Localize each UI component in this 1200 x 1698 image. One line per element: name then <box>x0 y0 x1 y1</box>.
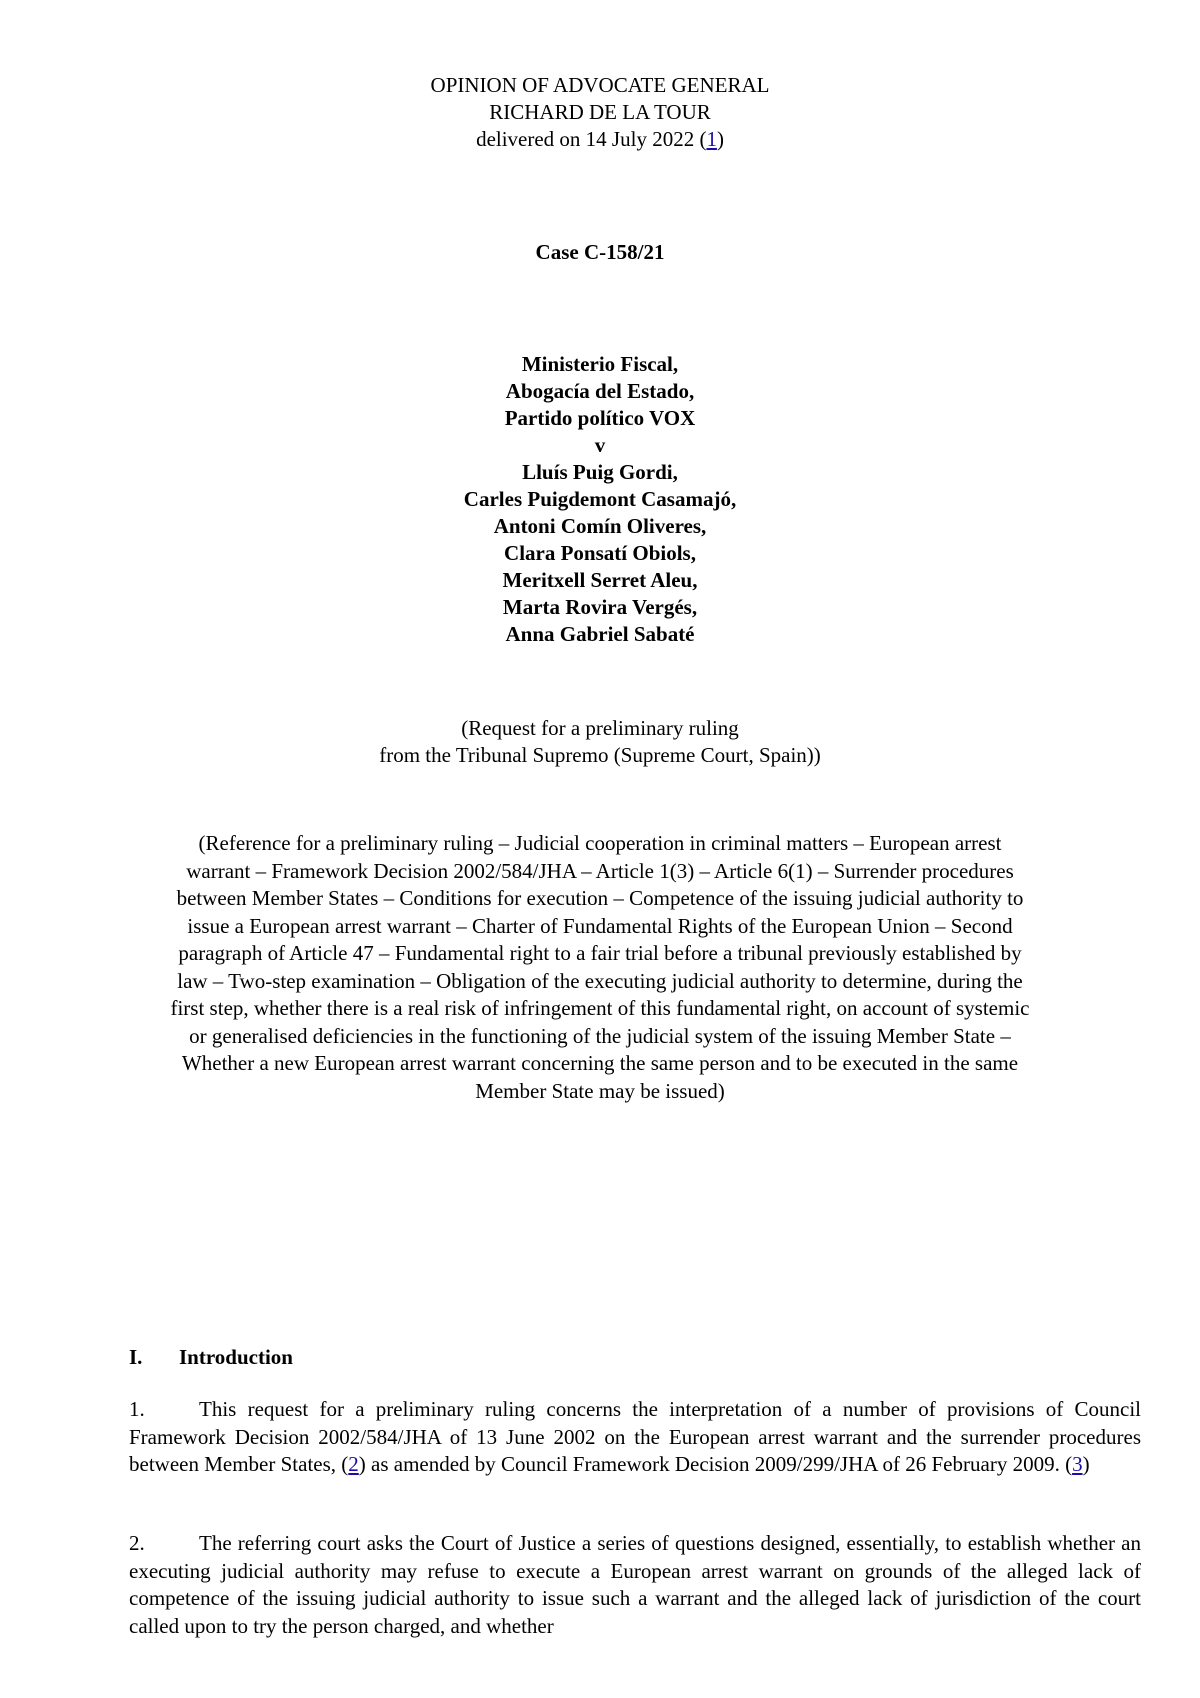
paragraph-2 <box>129 1530 1141 1640</box>
party: Ministerio Fiscal, <box>521 352 679 376</box>
delivery-date-close: ) <box>716 127 724 151</box>
party: Marta Rovira Vergés, <box>502 595 698 619</box>
keywords-line: Member State may be issued) <box>475 1078 725 1103</box>
keywords-line: Whether a new European arrest warrant concerning the same person and to be executed in the same <box>181 1051 1019 1075</box>
paragraph-1 <box>129 1396 1141 1479</box>
keywords-line: between Member States – Conditions for execution – Competence of the issuing judicial authority to <box>176 886 1024 910</box>
keywords-line: (Reference for a preliminary ruling – Judicial cooperation in criminal matters – European arrest <box>198 831 1002 855</box>
request-line: (Request for a preliminary ruling <box>461 716 739 740</box>
section-heading <box>129 1344 293 1371</box>
opinion-header <box>120 72 1080 153</box>
party: Abogacía del Estado, <box>505 379 695 403</box>
party: Antoni Comín Oliveres, <box>493 514 707 538</box>
delivery-date <box>120 126 1080 153</box>
request-description <box>120 715 1080 769</box>
versus-separator: v <box>594 433 606 457</box>
keywords-line: issue a European arrest warrant – Charter of Fundamental Rights of the European Union – Second <box>187 913 1013 938</box>
section-number: I. <box>129 1345 143 1369</box>
parties-list <box>120 351 1080 648</box>
paragraph-text: The referring court asks the Court of Justice a series of questions designed, essentially, to establish whether an executing judicial authority may refuse to execute a European arrest warrant on grounds of the alleged lack of competence of the issuing judicial authority to issue such a warrant and the alleged lack of jurisdiction of the court called upon to try the person charged, and whether <box>129 1531 1141 1638</box>
request-line: from the Tribunal Supremo (Supreme Court, Spain)) <box>379 743 821 767</box>
keywords-summary <box>140 830 1060 1105</box>
delivery-date-text: delivered on 14 July 2022 ( <box>476 127 707 151</box>
advocate-general-name: RICHARD DE LA TOUR <box>489 100 711 124</box>
case-number: Case C-158/21 <box>535 240 665 264</box>
keywords-line: first step, whether there is a real risk of infringement of this fundamental right, on account of systemic <box>170 996 1030 1020</box>
party: Clara Ponsatí Obiols, <box>504 541 696 565</box>
party: Lluís Puig Gordi, <box>522 460 678 484</box>
footnote-link-1[interactable]: 1 <box>706 127 717 151</box>
paragraph-text: This request for a preliminary ruling concerns the interpretation of a number of provisions of Council Framework Decision 2002/584/JHA of 13 June 2002 on the European arrest warrant and the surrender procedures between Member States, ( <box>129 1397 1141 1476</box>
footnote-link-3[interactable]: 3 <box>1072 1452 1083 1476</box>
opinion-title: OPINION OF ADVOCATE GENERAL <box>430 73 770 97</box>
paragraph-number: 1. <box>129 1397 145 1421</box>
party: Meritxell Serret Aleu, <box>502 568 698 592</box>
footnote-link-2[interactable]: 2 <box>348 1452 359 1476</box>
keywords-line: or generalised deficiencies in the functioning of the judicial system of the issuing Member State – <box>189 1023 1011 1048</box>
party: Carles Puigdemont Casamajó, <box>463 487 737 511</box>
paragraph-number: 2. <box>129 1531 145 1555</box>
party: Anna Gabriel Sabaté <box>505 622 695 646</box>
party: Partido político VOX <box>504 406 696 430</box>
keywords-line: law – Two-step examination – Obligation of the executing judicial authority to determine, during the <box>177 968 1023 993</box>
paragraph-text: ) <box>1082 1452 1090 1476</box>
keywords-line: warrant – Framework Decision 2002/584/JHA – Article 1(3) – Article 6(1) – Surrender procedures <box>186 858 1014 883</box>
keywords-line: paragraph of Article 47 – Fundamental right to a fair trial before a tribunal previously established by <box>178 941 1022 965</box>
paragraph-text: ) as amended by Council Framework Decision 2009/299/JHA of 26 February 2009. ( <box>358 1452 1073 1476</box>
section-title: Introduction <box>179 1345 293 1369</box>
